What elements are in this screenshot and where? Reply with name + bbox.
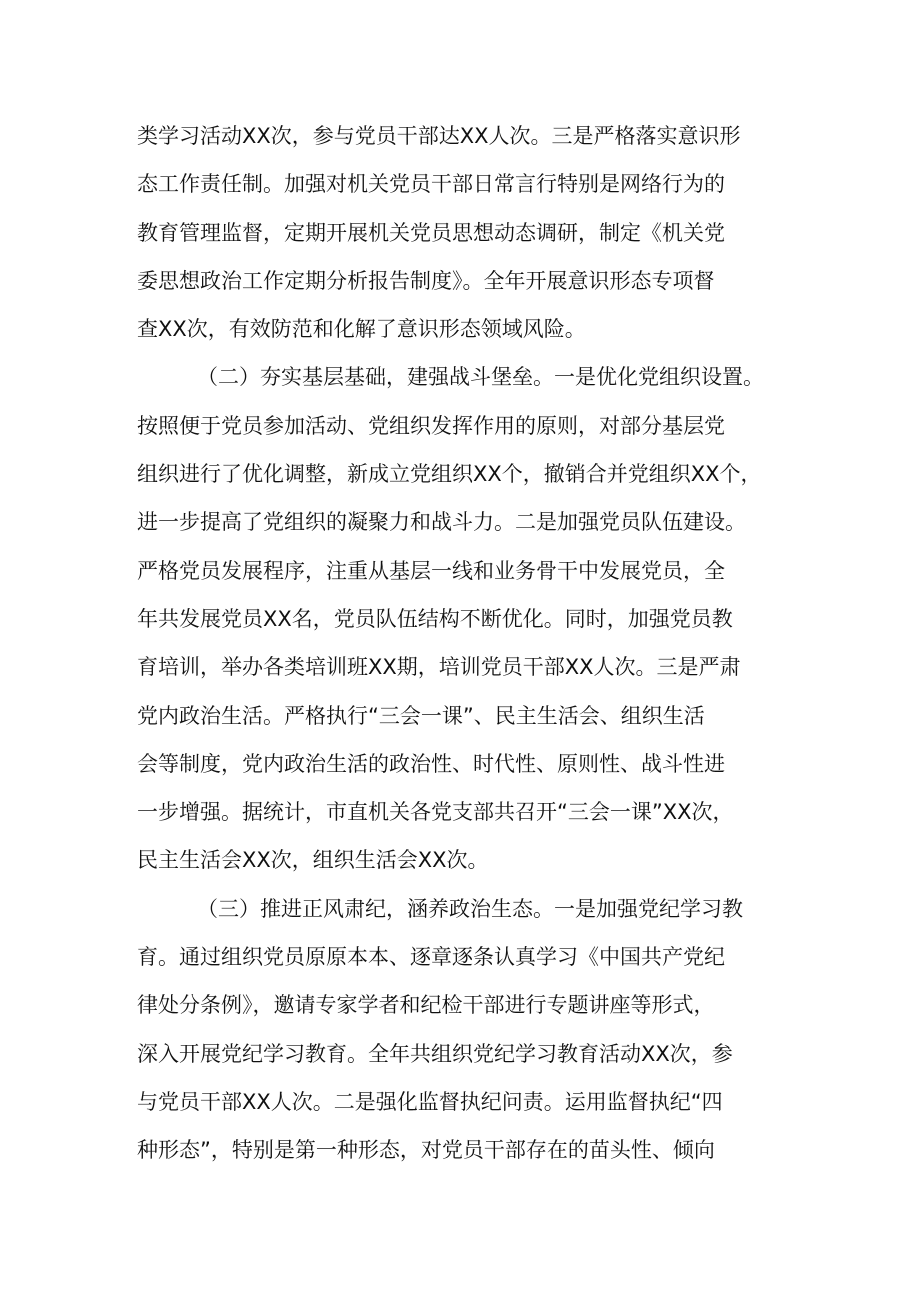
text-line: 类学习活动XX次，参与党员干部达XX人次。三是严格落实意识形 xyxy=(137,124,741,148)
text-line: 深入开展党纪学习教育。全年共组织党纪学习教育活动XX次，参 xyxy=(137,1041,733,1066)
text-line: 育。通过组织党员原原本本、逐章逐条认真学习《中国共产党纪 xyxy=(137,945,725,970)
section-heading-line: （三）推进正风肃纪，涵养政治生态。一是加强党纪学习教 xyxy=(197,896,743,921)
text-line: 进一步提高了党组织的凝聚力和战斗力。二是加强党员队伍建设。 xyxy=(137,510,746,535)
text-line: 态工作责任制。加强对机关党员干部日常言行特别是网络行为的 xyxy=(137,172,725,197)
section-heading-line: （二）夯实基层基础，建强战斗堡垒。一是优化党组织设置。 xyxy=(197,365,764,390)
text-line: 与党员干部XX人次。二是强化监督执纪问责。运用监督执纪“四 xyxy=(137,1089,723,1114)
text-line: 党内政治生活。严格执行“三会一课”、民主生活会、组织生活 xyxy=(137,703,705,728)
text-line: 民主生活会XX次，组织生活会XX次。 xyxy=(137,848,489,873)
text-line: 教育管理监督，定期开展机关党员思想动态调研，制定《机关党 xyxy=(137,220,725,245)
text-line: 会等制度，党内政治生活的政治性、时代性、原则性、战斗性进 xyxy=(137,751,725,776)
text-line: 委思想政治工作定期分析报告制度》。全年开展意识形态专项督 xyxy=(137,268,715,293)
body-text xyxy=(137,112,787,1175)
text-line: 严格党员发展程序，注重从基层一线和业务骨干中发展党员，全 xyxy=(137,558,725,583)
text-line: 律处分条例》，邀请专家学者和纪检干部进行专题讲座等形式， xyxy=(137,993,715,1018)
text-line: 查XX次，有效防范和化解了意识形态领域风险。 xyxy=(137,317,586,342)
text-line: 按照便于党员参加活动、党组织发挥作用的原则，对部分基层党 xyxy=(137,413,725,438)
text-line: 育培训，举办各类培训班XX期，培训党员干部XX人次。三是严肃 xyxy=(137,655,741,680)
text-line: 组织进行了优化调整，新成立党组织XX个，撤销合并党组织XX个， xyxy=(137,462,762,487)
text-line: 年共发展党员XX名，党员队伍结构不断优化。同时，加强党员教 xyxy=(137,606,733,631)
text-line: 一步增强。据统计，市直机关各党支部共召开“三会一课”XX次， xyxy=(137,800,734,825)
text-line: 种形态”，特别是第一种形态，对党员干部存在的苗头性、倾向 xyxy=(137,1138,715,1163)
